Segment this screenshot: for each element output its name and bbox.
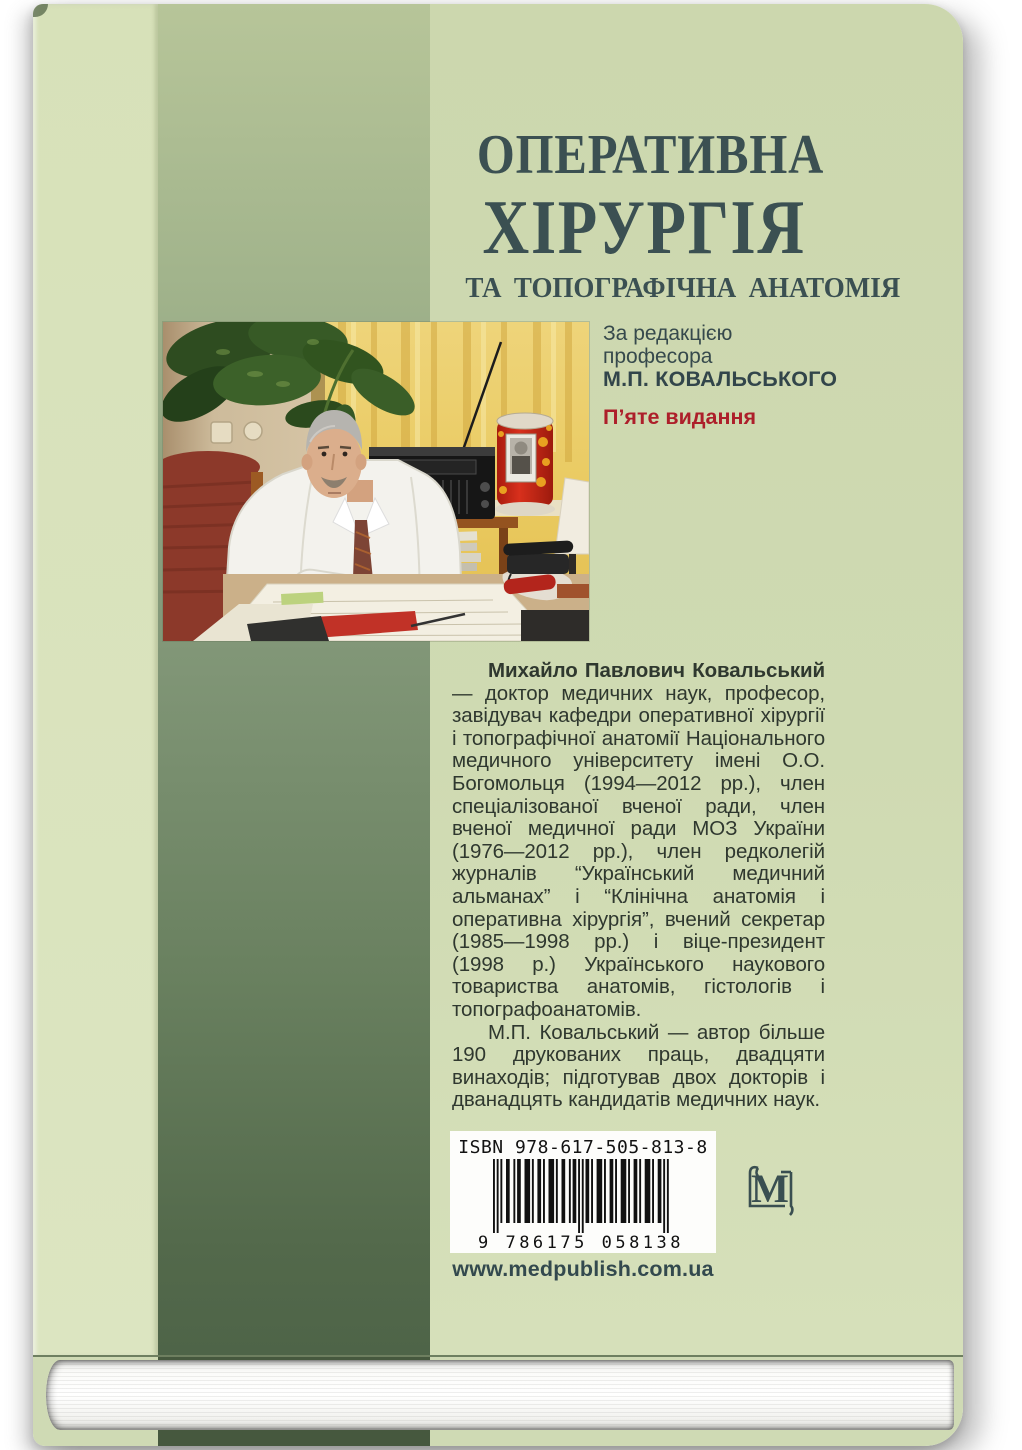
barcode-digits: 9 786175 058138 [477, 1233, 685, 1251]
publisher-logo [745, 1160, 797, 1218]
publisher-logo-mark [745, 1160, 797, 1218]
editor-name: М.П. КОВАЛЬСЬКОГО [603, 367, 838, 391]
book-back-cover [33, 4, 963, 1446]
isbn-label: ISBN 978-617-505-813-8 [458, 1137, 708, 1158]
portrait-photo [163, 322, 589, 641]
title-line-3: ТА ТОПОГРАФІЧНА АНАТОМІЯ [465, 272, 901, 304]
biography-text [452, 660, 825, 1112]
spine-fold-strip [33, 4, 158, 1357]
bio-paragraph-2: М.П. Ковальський — автор більше 190 друкованих праць, двадцяти винаходів; підготував двох докторів і дванадцять кандидатів медичних наук. [452, 1020, 825, 1112]
editor-block [603, 323, 843, 428]
book-bottom-edge [33, 1355, 963, 1446]
title-line-2: ХІРУРГІЯ [482, 184, 806, 270]
barcode [477, 1159, 689, 1251]
bio-paragraph-1-rest: — доктор медичних наук, професор, завідувач кафедри оперативної хірургії і топографічної анатомії Національного медичного університету імені О.О. Богомольця (1994—2012 рр.), член спеціалізованої вченої ради, член вченої медичної ради МОЗ України (1976—2012 рр.), член редколегій журналів “Український медичний альманах” і “Клінічна анатомія і оперативна хірургія”, вчений секретар (1985—1998 рр.) і віце-президент (1998 р.) Українського наукового товариства анатомів, гістологів і топографоанатомів. [452, 681, 825, 1021]
publisher-logo-letter: М [751, 1166, 789, 1211]
decorative-can [495, 413, 555, 516]
bio-paragraph-1 [452, 660, 825, 1022]
dark-green-column [158, 4, 430, 1357]
edited-by-line-1: За редакцією [603, 322, 733, 345]
portrait-photo-image [163, 322, 589, 641]
publisher-website: www.medpublish.com.ua [452, 1257, 714, 1281]
page-block [46, 1360, 954, 1430]
bio-lead-name: Михайло Павлович Ковальський [488, 659, 825, 682]
edition-label: П’яте видання [603, 404, 756, 429]
title-line-1: ОПЕРАТИВНА [476, 124, 825, 186]
book-title [452, 124, 901, 305]
isbn-panel [450, 1131, 716, 1253]
edited-by-line-2: професора [603, 344, 713, 368]
